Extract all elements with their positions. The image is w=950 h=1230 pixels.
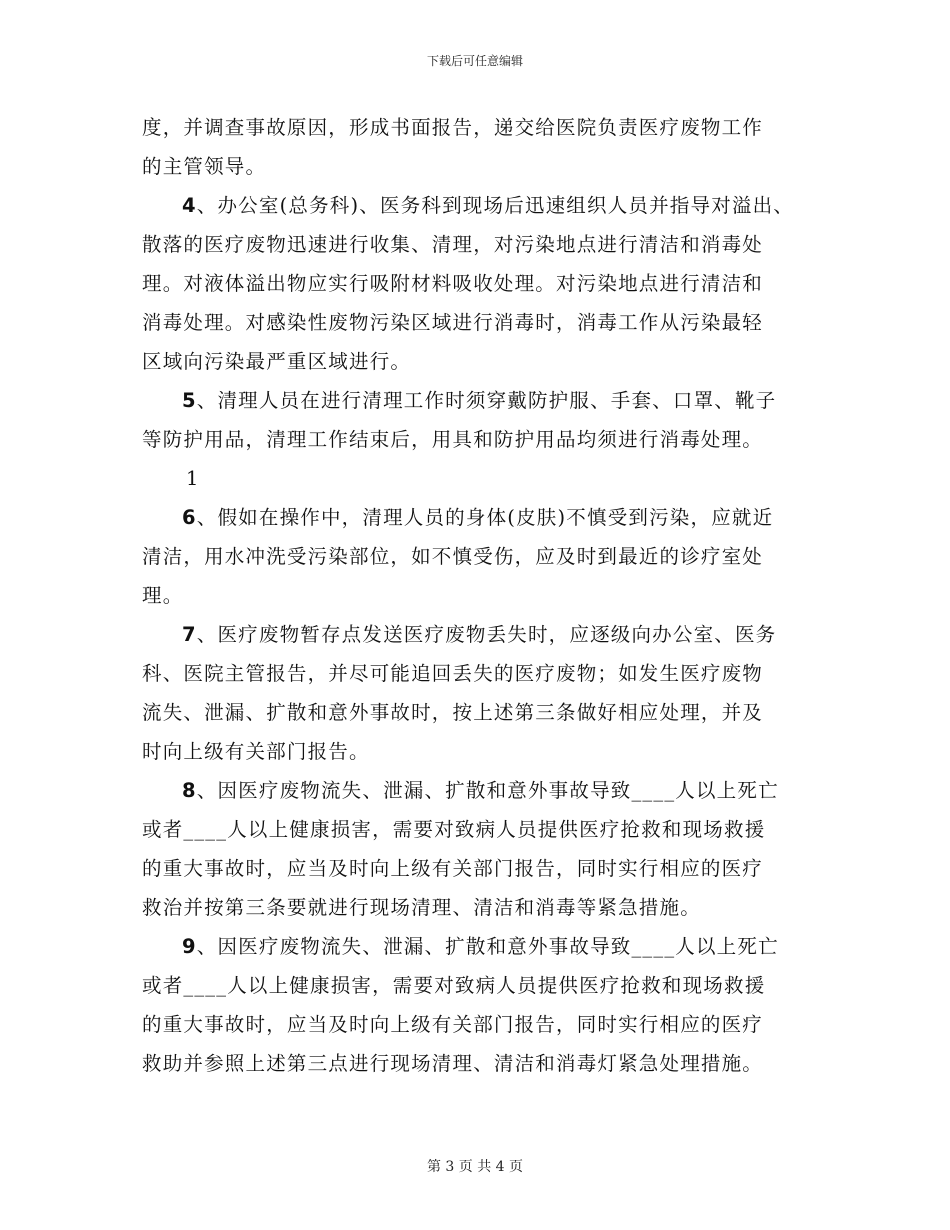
page-marker: 1 bbox=[186, 467, 199, 490]
page-footer: 第 3 页 共 4 页 bbox=[426, 1159, 524, 1175]
text-line bbox=[142, 576, 832, 615]
line-text: 科、医院主管报告，并尽可能追回丢失的医疗废物；如发生医疗废物 bbox=[142, 662, 764, 685]
line-text: 流失、泄漏、扩散和意外事故时，按上述第三条做好相应处理，并及 bbox=[142, 701, 764, 724]
line-text: 清洁，用水冲洗受污染部位，如不慎受伤，应及时到最近的诊疗室处 bbox=[142, 545, 764, 568]
text-line bbox=[142, 888, 832, 927]
line-text: 、因医疗废物流失、泄漏、扩散和意外事故导致____人以上死亡 bbox=[196, 779, 779, 802]
header-note: 下载后可任意编辑 bbox=[426, 54, 523, 68]
line-text: 或者____人以上健康损害，需要对致病人员提供医疗抢救和现场救援 bbox=[142, 974, 766, 997]
text-line bbox=[142, 342, 832, 381]
line-text: 、医疗废物暂存点发送医疗废物丢失时，应逐级向办公室、医务 bbox=[196, 623, 777, 646]
text-line bbox=[142, 654, 832, 693]
text-block-2 bbox=[142, 498, 832, 1083]
line-text: 度，并调查事故原因，形成书面报告，递交给医院负责医疗废物工作 bbox=[142, 116, 764, 139]
text-line bbox=[142, 1044, 832, 1083]
text-line bbox=[142, 225, 832, 264]
line-text: 或者____人以上健康损害，需要对致病人员提供医疗抢救和现场救援 bbox=[142, 818, 766, 841]
line-text: 等防护用品，清理工作结束后，用具和防护用品均须进行消毒处理。 bbox=[142, 428, 764, 451]
text-line bbox=[142, 264, 832, 303]
line-text: 理。对液体溢出物应实行吸附材料吸收处理。对污染地点进行清洁和 bbox=[142, 272, 764, 295]
text-line bbox=[142, 732, 832, 771]
text-line bbox=[142, 147, 832, 186]
text-line bbox=[142, 498, 832, 537]
text-line bbox=[142, 381, 832, 420]
text-line bbox=[142, 537, 832, 576]
line-text: 、因医疗废物流失、泄漏、扩散和意外事故导致____人以上死亡 bbox=[196, 935, 779, 958]
line-text: 、清理人员在进行清理工作时须穿戴防护服、手套、口罩、靴子 bbox=[196, 389, 777, 412]
line-text: 时向上级有关部门报告。 bbox=[142, 740, 370, 763]
text-line bbox=[142, 615, 832, 654]
text-block-1 bbox=[142, 108, 832, 459]
text-line bbox=[142, 303, 832, 342]
item-number: 5 bbox=[182, 389, 197, 412]
text-line bbox=[142, 186, 832, 225]
item-number: 9 bbox=[182, 935, 197, 958]
line-text: 救助并参照上述第三点进行现场清理、清洁和消毒灯紧急处理措施。 bbox=[142, 1052, 764, 1075]
item-number: 4 bbox=[182, 194, 197, 217]
line-text: 、办公室(总务科)、医务科到现场后迅速组织人员并指导对溢出、 bbox=[196, 194, 794, 217]
line-text: 的重大事故时，应当及时向上级有关部门报告，同时实行相应的医疗 bbox=[142, 1013, 764, 1036]
item-number: 7 bbox=[182, 623, 197, 646]
line-text: 救治并按第三条要就进行现场清理、清洁和消毒等紧急措施。 bbox=[142, 896, 701, 919]
line-text: 理。 bbox=[142, 584, 184, 607]
text-line bbox=[142, 1005, 832, 1044]
line-text: 区域向污染最严重区域进行。 bbox=[142, 350, 412, 373]
line-text: 、假如在操作中，清理人员的身体(皮肤)不慎受到污染，应就近 bbox=[196, 506, 774, 529]
line-text: 的重大事故时，应当及时向上级有关部门报告，同时实行相应的医疗 bbox=[142, 857, 764, 880]
item-number: 6 bbox=[182, 506, 197, 529]
line-text: 散落的医疗废物迅速进行收集、清理，对污染地点进行清洁和消毒处 bbox=[142, 233, 764, 256]
text-line bbox=[142, 927, 832, 966]
line-text: 消毒处理。对感染性废物污染区域进行消毒时，消毒工作从污染最轻 bbox=[142, 311, 764, 334]
text-line bbox=[142, 849, 832, 888]
line-text: 的主管领导。 bbox=[142, 155, 267, 178]
text-line bbox=[142, 966, 832, 1005]
text-line bbox=[142, 420, 832, 459]
text-line bbox=[142, 810, 832, 849]
document-body bbox=[142, 108, 832, 1083]
text-line bbox=[142, 108, 832, 147]
text-line bbox=[142, 771, 832, 810]
text-line bbox=[142, 693, 832, 732]
item-number: 8 bbox=[182, 779, 197, 802]
